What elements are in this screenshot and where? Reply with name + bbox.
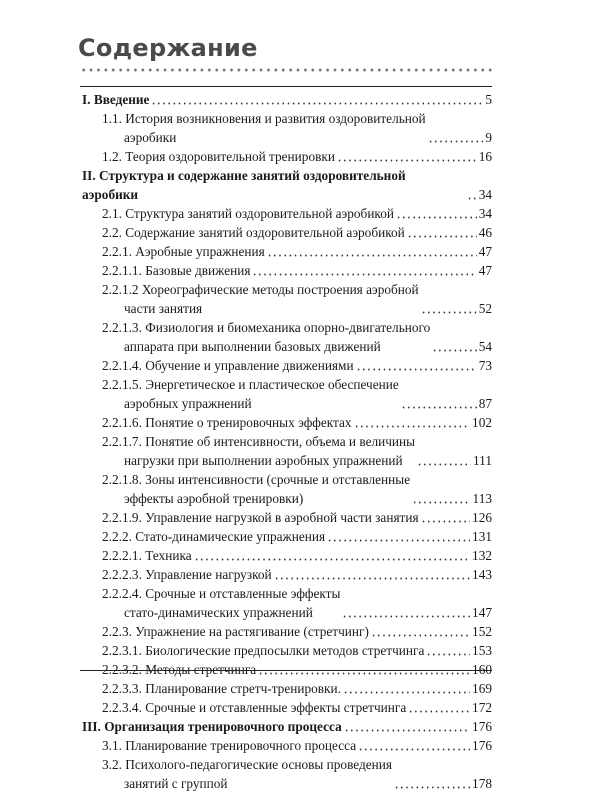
toc-entry-text	[102, 527, 325, 546]
toc-page-number: 147	[472, 605, 492, 620]
toc-entry-number: 2.2.1.3.	[102, 320, 142, 335]
toc-dot-leader	[401, 394, 477, 413]
toc-dot-leader	[394, 774, 470, 793]
toc-entry-title: Хореографические методы построения аэробной	[141, 282, 419, 297]
toc-dot-leader	[267, 242, 477, 261]
toc-entry-number: 2.2.1.4.	[102, 358, 142, 373]
toc-entry	[80, 204, 492, 223]
toc-entry-number: II.	[82, 168, 96, 183]
toc-entry-number: 2.2.3.1.	[102, 643, 142, 658]
toc-dot-leader	[396, 204, 477, 223]
toc-entry-title: Срочные и отставленные эффекты	[145, 586, 341, 601]
toc-entry-title: Содержание занятий оздоровительной аэробикой	[125, 225, 405, 240]
toc-entry-title: Понятие об интенсивности, объема и величины	[145, 434, 416, 449]
toc-entry-text	[102, 242, 265, 261]
toc-entry-number: 2.2.1.8.	[102, 472, 142, 487]
toc-entry-title: Биологические предпосылки методов стретчинга	[145, 643, 425, 658]
toc-dot-leader	[274, 565, 470, 584]
toc-entry-number: 2.2.1.5.	[102, 377, 142, 392]
toc-page-number: 54	[478, 339, 492, 354]
toc-entry-number: 2.2.1.1.	[102, 263, 142, 278]
toc-entry	[80, 622, 492, 641]
toc-entry-number: 2.2.1.	[102, 244, 132, 259]
toc-entry-text	[102, 356, 354, 375]
toc-page-number: 176	[472, 719, 492, 734]
toc-dot-leader	[252, 261, 476, 280]
toc-entry-continuation: части занятия	[124, 301, 203, 316]
toc-entry	[80, 223, 492, 242]
toc-entry-number: III.	[82, 719, 101, 734]
toc-entry-text	[102, 261, 250, 280]
toc-bottom-rule	[80, 670, 492, 671]
toc-dot-leader	[356, 356, 477, 375]
toc-page-number: 34	[478, 206, 492, 221]
toc-entry	[80, 280, 492, 318]
toc-page-number: 169	[472, 681, 492, 696]
toc-entry	[80, 527, 492, 546]
toc-entry-title: Введение	[93, 92, 150, 107]
toc-entry	[80, 546, 492, 565]
toc-dot-leader	[421, 508, 470, 527]
toc-entry-title: Базовые движения	[145, 263, 251, 278]
toc-dot-leader	[417, 451, 471, 470]
toc-entry-number: 2.2.2.4.	[102, 586, 142, 601]
toc-dot-leader	[342, 603, 470, 622]
toc-entry-text	[102, 204, 394, 223]
toc-entry-text	[102, 641, 424, 660]
table-of-contents	[80, 90, 492, 793]
title-dotted-divider	[80, 68, 492, 72]
toc-page-number: 5	[485, 92, 492, 107]
toc-entry-title: Управление нагрузкой	[145, 567, 272, 582]
toc-entry-number: 1.2.	[102, 149, 122, 164]
toc-entry-text	[102, 508, 419, 527]
toc-entry-number: 2.2.3.3.	[102, 681, 142, 696]
toc-entry-text	[102, 318, 430, 356]
toc-entry	[80, 356, 492, 375]
toc-page-number: 152	[472, 624, 492, 639]
toc-entry	[80, 109, 492, 147]
toc-entry-text	[102, 280, 419, 318]
toc-entry-continuation: аэробных упражнений	[124, 396, 252, 411]
toc-entry-text	[102, 546, 192, 565]
toc-page-number: 52	[478, 301, 492, 316]
toc-entry	[80, 166, 492, 204]
toc-entry-title: Зоны интенсивности (срочные и отставленные	[145, 472, 411, 487]
toc-entry	[80, 717, 492, 736]
toc-page-number: 113	[472, 491, 492, 506]
toc-entry-continuation: стато-динамических упражнений	[124, 605, 313, 620]
toc-entry-title: Стато-динамические упражнения	[135, 529, 326, 544]
toc-entry-title: Структура занятий оздоровительной аэробикой	[125, 206, 394, 221]
toc-entry-title: Упражнение на растягивание (стретчинг)	[135, 624, 369, 639]
toc-entry-title: Планирование стретч-тренировки.	[145, 681, 341, 696]
toc-entry-title: Психолого-педагогические основы проведения	[125, 757, 393, 772]
toc-entry	[80, 698, 492, 717]
toc-entry	[80, 413, 492, 432]
toc-entry-continuation: аэробики	[124, 130, 177, 145]
toc-entry-number: 2.2.1.9.	[102, 510, 142, 525]
toc-entry-title: Управление нагрузкой в аэробной части занятия	[145, 510, 419, 525]
toc-entry-number: I.	[82, 92, 91, 107]
toc-entry-text	[102, 698, 406, 717]
toc-dot-leader	[343, 679, 470, 698]
toc-entry-continuation: аппарата при выполнении базовых движений	[124, 339, 381, 354]
toc-entry	[80, 755, 492, 793]
toc-page-number: 132	[472, 548, 492, 563]
toc-entry-title: Организация тренировочного процесса	[104, 719, 342, 734]
toc-entry	[80, 641, 492, 660]
toc-entry-continuation: эффекты аэробной тренировки)	[124, 491, 304, 506]
toc-dot-leader	[358, 736, 470, 755]
toc-page-number: 172	[472, 700, 492, 715]
toc-entry-text	[102, 223, 405, 242]
toc-page-number: 176	[472, 738, 492, 753]
toc-dot-leader	[371, 622, 470, 641]
toc-entry-number: 2.2.2.	[102, 529, 132, 544]
toc-entry-title: Физиология и биомеханика опорно-двигательного	[145, 320, 431, 335]
toc-dot-leader	[432, 337, 476, 356]
toc-entry-text	[102, 375, 399, 413]
toc-entry	[80, 318, 492, 356]
toc-page-number: 153	[472, 643, 492, 658]
toc-entry-number: 2.2.2.3.	[102, 567, 142, 582]
toc-entry-text	[102, 432, 415, 470]
toc-dot-leader	[344, 717, 470, 736]
toc-entry-title: Аэробные упражнения	[135, 244, 265, 259]
toc-page-number: 160	[472, 662, 492, 677]
toc-entry-title: Обучение и управление движениями	[145, 358, 354, 373]
toc-dot-leader	[407, 223, 477, 242]
toc-dot-leader	[426, 641, 470, 660]
toc-entry	[80, 261, 492, 280]
toc-entry	[80, 508, 492, 527]
toc-entry	[80, 736, 492, 755]
toc-entry-number: 2.2.3.	[102, 624, 132, 639]
toc-dot-leader	[151, 90, 483, 109]
toc-dot-leader	[337, 147, 477, 166]
toc-page-number: 178	[472, 776, 492, 791]
toc-entry-text	[102, 147, 335, 166]
toc-page-number: 46	[478, 225, 492, 240]
toc-entry-text	[102, 622, 369, 641]
toc-entry	[80, 470, 492, 508]
toc-entry-text	[102, 679, 341, 698]
toc-entry-text	[102, 584, 340, 622]
toc-entry-text	[102, 413, 352, 432]
toc-page-number: 16	[478, 149, 492, 164]
toc-entry	[80, 679, 492, 698]
toc-entry-title: Срочные и отставленные эффекты стретчинга	[145, 700, 407, 715]
toc-entry-text	[102, 109, 426, 147]
toc-entry-number: 2.1.	[102, 206, 122, 221]
toc-entry-text	[82, 717, 342, 736]
toc-entry-text	[102, 470, 410, 508]
toc-entry-title: Методы стретчинга	[145, 662, 257, 677]
toc-page-number: 47	[478, 263, 492, 278]
toc-entry-continuation: занятий с группой	[124, 776, 228, 791]
toc-page-number: 73	[478, 358, 492, 373]
toc-dot-leader	[412, 489, 470, 508]
toc-entry-title: Теория оздоровительной тренировки	[125, 149, 335, 164]
toc-entry	[80, 584, 492, 622]
toc-entry	[80, 565, 492, 584]
toc-entry-text	[102, 736, 356, 755]
toc-page-number: 131	[472, 529, 492, 544]
toc-entry-number: 2.2.3.2.	[102, 662, 142, 677]
toc-entry-number: 2.2.3.4.	[102, 700, 142, 715]
toc-entry-text	[102, 755, 392, 793]
toc-entry-number: 2.2.	[102, 225, 122, 240]
toc-entry-number: 2.2.1.2	[102, 282, 139, 297]
toc-dot-leader	[421, 299, 477, 318]
toc-entry-title: Структура и содержание занятий оздоровительной аэробики	[82, 168, 406, 202]
toc-dot-leader	[327, 527, 470, 546]
toc-entry-number: 2.2.1.6.	[102, 415, 142, 430]
toc-entry-number: 3.2.	[102, 757, 122, 772]
toc-dot-leader	[354, 413, 470, 432]
toc-entry	[80, 432, 492, 470]
toc-entry-title: Энергетическое и пластическое обеспечение	[145, 377, 399, 392]
toc-page-number: 102	[472, 415, 492, 430]
toc-entry-number: 3.1.	[102, 738, 122, 753]
page-title: Содержание	[78, 34, 258, 62]
toc-entry-title: Понятие о тренировочных эффектах	[145, 415, 352, 430]
toc-page-number: 143	[472, 567, 492, 582]
toc-entry-title: Планирование тренировочного процесса	[125, 738, 357, 753]
toc-entry	[80, 375, 492, 413]
toc-dot-leader	[467, 185, 477, 204]
toc-entry	[80, 242, 492, 261]
toc-entry-title: Техника	[145, 548, 192, 563]
toc-entry	[80, 90, 492, 109]
toc-entry-number: 2.2.2.1.	[102, 548, 142, 563]
toc-entry-text	[82, 90, 149, 109]
toc-entry-text	[102, 565, 272, 584]
toc-page-number: 87	[478, 396, 492, 411]
toc-entry-number: 2.2.1.7.	[102, 434, 142, 449]
toc-page-number: 47	[478, 244, 492, 259]
toc-top-rule	[80, 86, 492, 87]
toc-page-number: 126	[472, 510, 492, 525]
toc-dot-leader	[194, 546, 470, 565]
toc-entry-text	[82, 166, 465, 204]
toc-page-number: 9	[485, 130, 492, 145]
toc-dot-leader	[428, 128, 484, 147]
toc-entry	[80, 147, 492, 166]
toc-entry-title: История возникновения и развития оздоровительной	[125, 111, 426, 126]
toc-page-number: 111	[473, 453, 492, 468]
toc-dot-leader	[408, 698, 470, 717]
toc-entry-continuation: нагрузки при выполнении аэробных упражнений	[124, 453, 403, 468]
toc-page-number: 34	[478, 187, 492, 202]
toc-entry-number: 1.1.	[102, 111, 122, 126]
